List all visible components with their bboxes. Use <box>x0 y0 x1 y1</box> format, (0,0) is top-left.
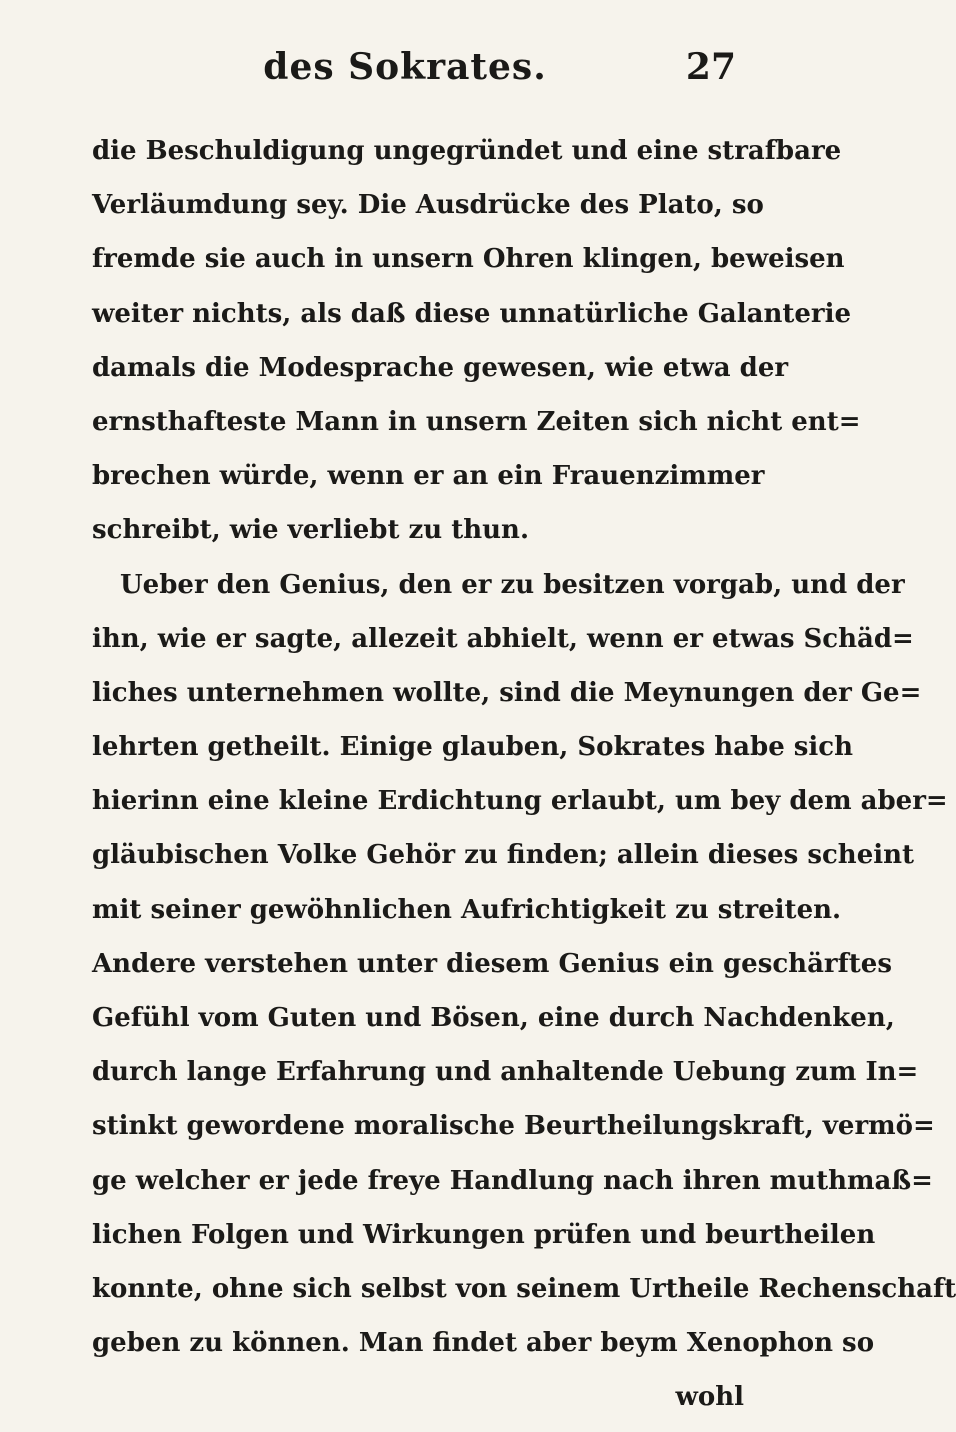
text-line: schreibt, wie verliebt zu thun. <box>92 515 530 546</box>
text-line: mit seiner gewöhnlichen Aufrichtigkeit zu streiten. <box>92 894 842 925</box>
text-line: damals die Modesprache gewesen, wie etwa der <box>92 352 789 383</box>
text-line: die Beschuldigung ungegründet und eine strafbare <box>92 136 842 166</box>
text-line: Gefühl vom Guten und Bösen, eine durch Nachdenken, <box>92 1003 895 1033</box>
catchword: wohl <box>675 1382 744 1413</box>
text-line: lichen Folgen und Wirkungen prüfen und beurtheilen <box>92 1219 876 1250</box>
text-line: Verläumdung sey. Die Ausdrücke des Plato, so <box>92 190 764 221</box>
text-line: stinkt gewordene moralische Beurtheilungskraft, vermö= <box>92 1111 935 1142</box>
page-number: 27 <box>685 46 736 88</box>
text-line: ge welcher er jede freye Handlung nach ihren muthmaß= <box>92 1165 933 1196</box>
body-text <box>92 124 956 1425</box>
text-line: durch lange Erfahrung und anhaltende Uebung zum In= <box>92 1057 919 1088</box>
text-line: fremde sie auch in unsern Ohren klingen, beweisen <box>92 244 845 275</box>
text-line: ihn, wie er sagte, allezeit abhielt, wenn er etwas Schäd= <box>92 623 914 654</box>
running-head <box>74 46 736 98</box>
text-line: geben zu können. Man findet aber beym Xenophon so <box>92 1328 875 1359</box>
text-line: weiter nichts, als daß diese unnatürliche Galanterie <box>92 298 852 329</box>
text-line: brechen würde, wenn er an ein Frauenzimmer <box>92 461 765 492</box>
text-line: lehrten getheilt. Einige glauben, Sokrates habe sich <box>92 732 854 763</box>
text-line: Ueber den Genius, den er zu besitzen vorgab, und der <box>120 569 905 600</box>
text-line: hierinn eine kleine Erdichtung erlaubt, um bey dem aber= <box>92 786 948 817</box>
text-line: konnte, ohne sich selbst von seinem Urtheile Rechenschaft <box>92 1273 956 1304</box>
text-line: ernsthafteste Mann in unsern Zeiten sich nicht ent= <box>92 406 861 437</box>
text-line: liches unternehmen wollte, sind die Meynungen der Ge= <box>92 677 922 708</box>
running-title: des Sokrates. <box>263 46 547 88</box>
text-line: gläubischen Volke Gehör zu finden; allein dieses scheint <box>92 840 915 871</box>
text-line: Andere verstehen unter diesem Genius ein geschärftes <box>92 948 892 979</box>
